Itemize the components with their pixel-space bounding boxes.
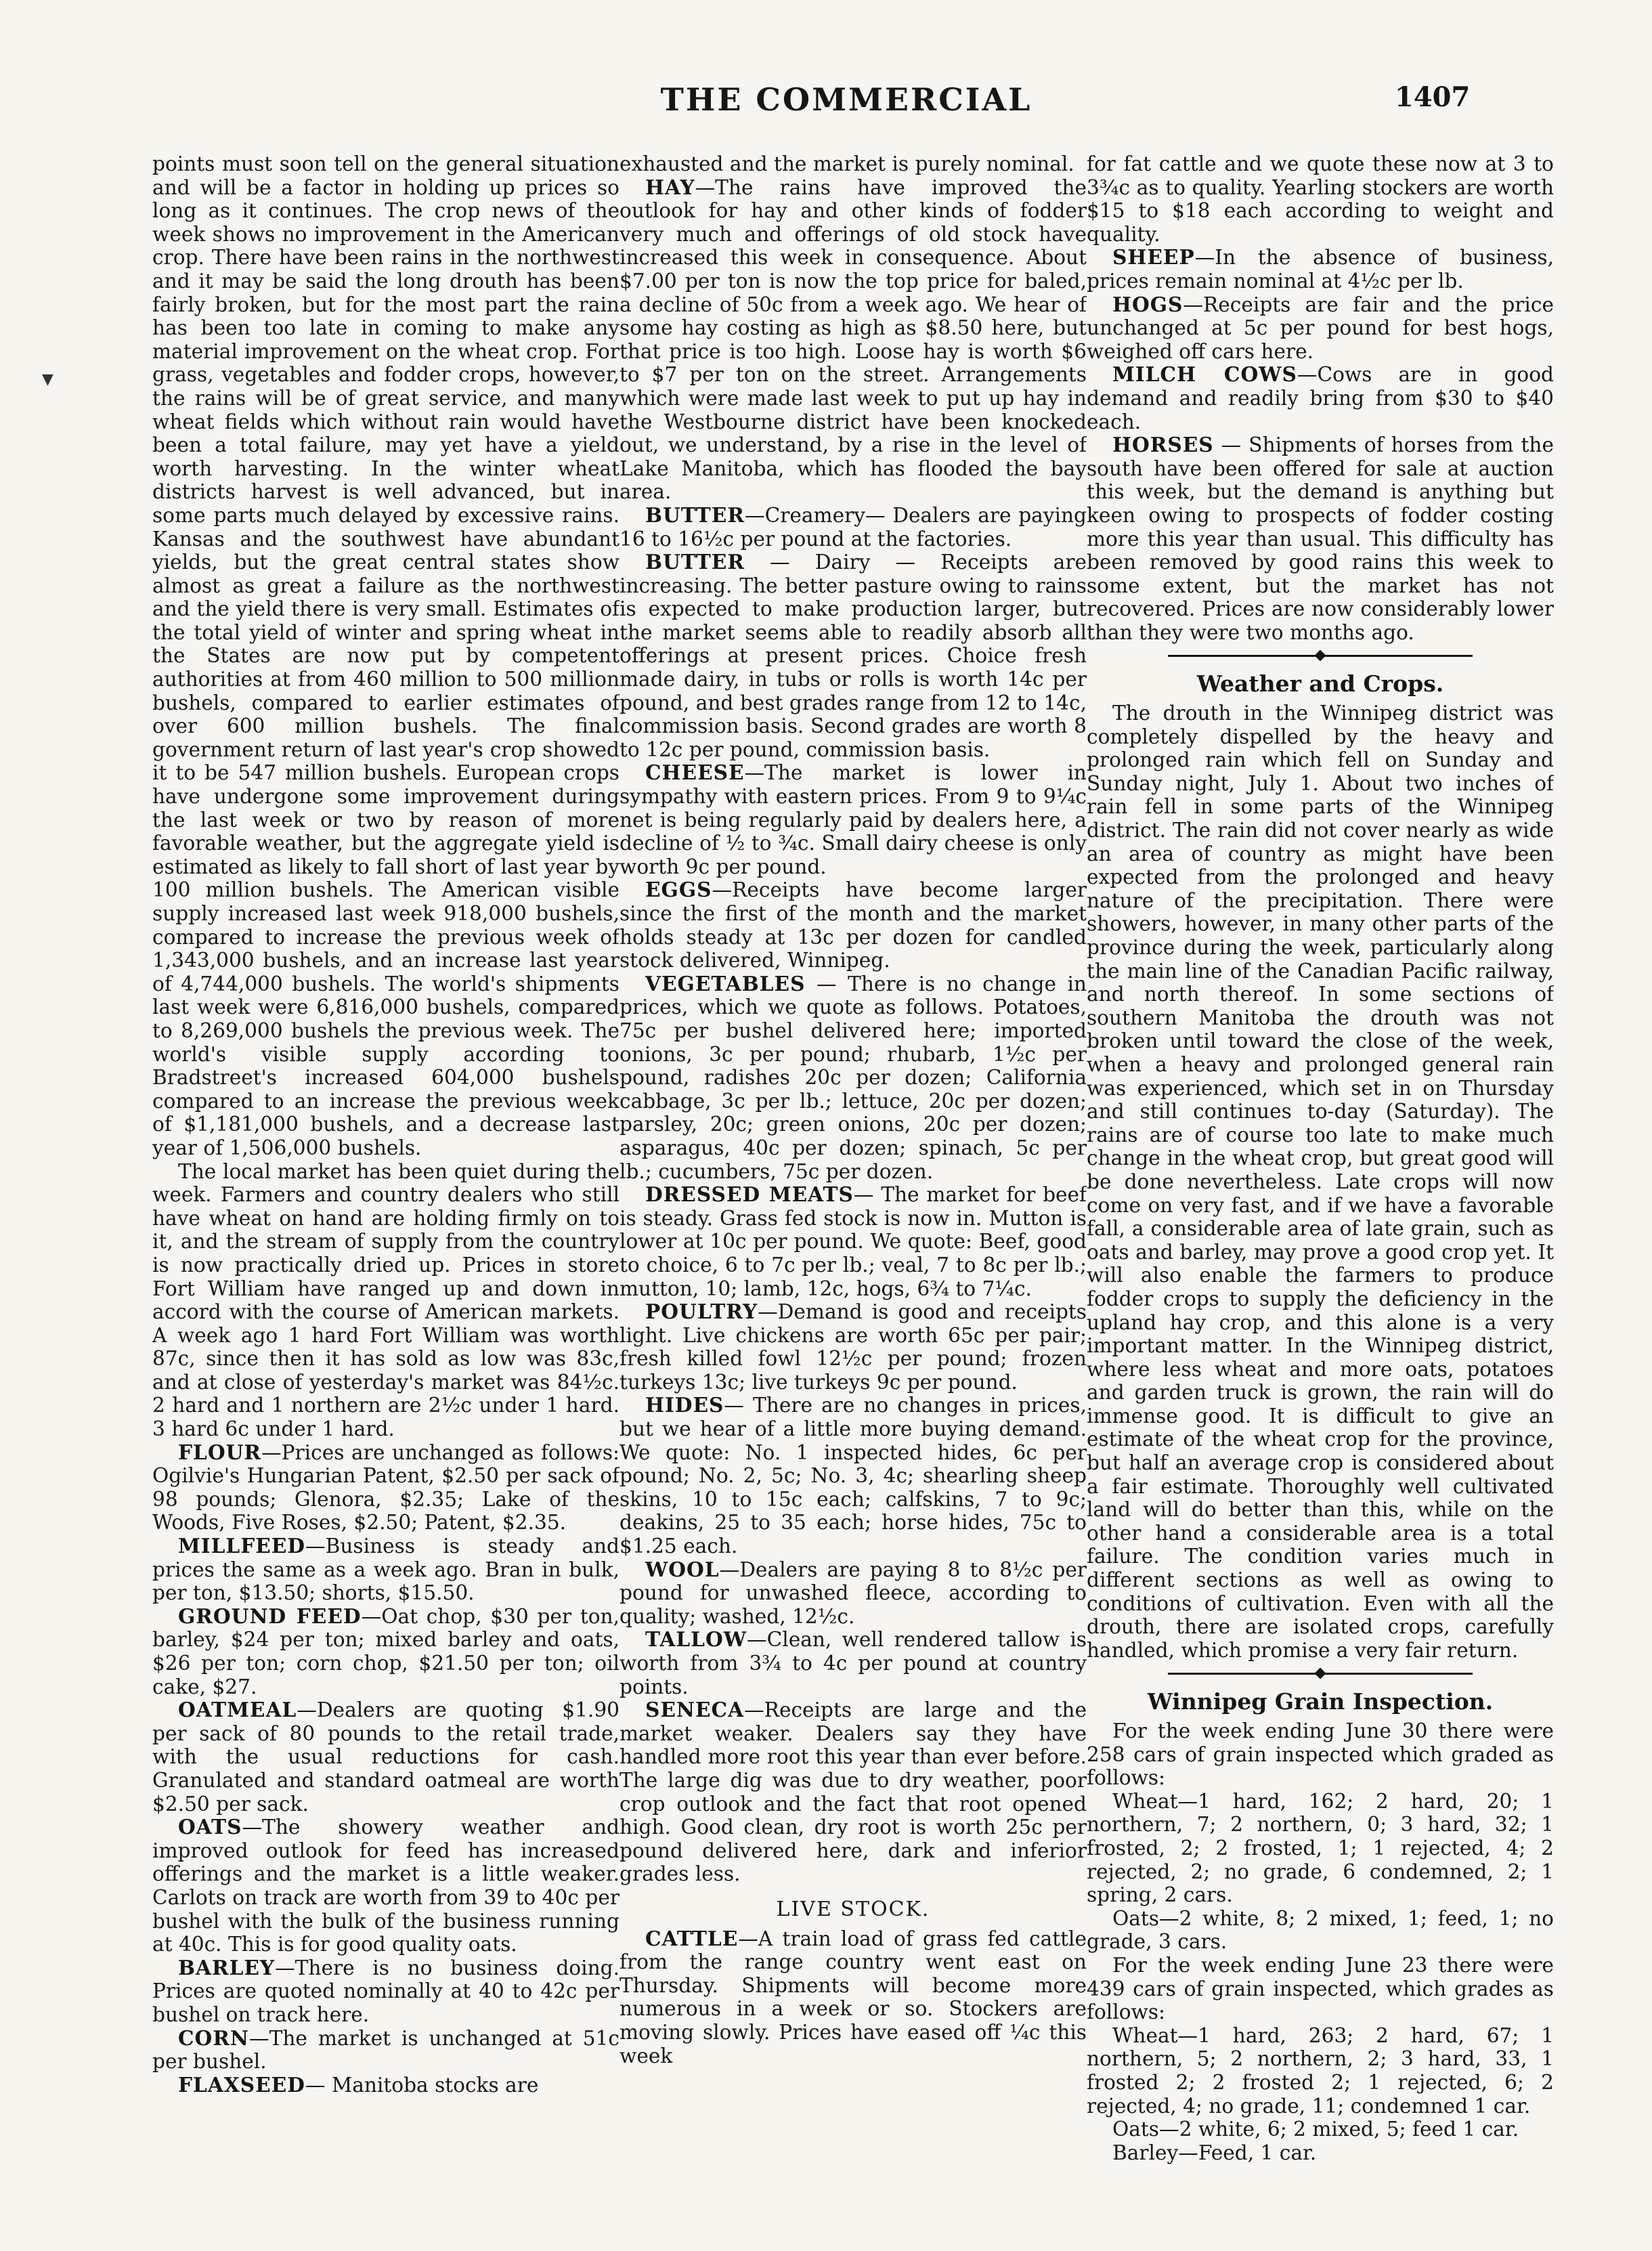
market-item-seneca xyxy=(620,1698,1087,1886)
item-heading: SHEEP xyxy=(1112,245,1195,270)
item-text: —Cows are in good demand and readily bring from $30 to $40 each. xyxy=(1087,363,1554,433)
item-heading: FLOUR xyxy=(178,1440,261,1464)
market-item-oats xyxy=(152,1816,620,1956)
market-item-hogs xyxy=(1087,293,1554,364)
item-heading: WOOL xyxy=(645,1557,720,1581)
item-heading: CHEESE xyxy=(645,760,745,785)
item-text: —In the absence of business, prices remain nominal at 4½c per lb. xyxy=(1087,246,1554,293)
section-heading-weather: Weather and Crops. xyxy=(1196,670,1444,698)
article-paragraph: exhausted and the market is purely nominal. xyxy=(620,152,1074,175)
item-heading: GROUND FEED xyxy=(178,1604,362,1628)
item-text: —Receipts have become larger since the first of the month and the market holds steady at 13c per dozen for candled stock delivered, Winnipeg. xyxy=(620,878,1087,972)
article-paragraph: Wheat—1 hard, 162; 2 hard, 20; 1 northern, 7; 2 northern, 0; 3 hard, 32; 1 frosted, 2; 2 frosted, 1; 1 rejected, 4; 2 rejected, 2; no grade, 6 condemned, 2; 1 spring, 2 cars. xyxy=(1087,1789,1554,1907)
article-paragraph: The local market has been quiet during the week. Farmers and country dealers who still have wheat on hand are holding firmly on to it, and the stream of supply from the country is now practically dried up. Prices in store Fort William have ranged up and down in accord with the course of American markets. A week ago 1 hard Fort William was worth 87c, since then it has sold as low was 83c, and at close of yesterday's market was 84½c. 2 hard and 1 northern are 2½c under 1 hard. 3 hard 6c under 1 hard. xyxy=(152,1159,620,1441)
item-text: — There are no changes in prices, but we hear of a little more buying demand. We quote: No. 1 inspected hides, 6c per pound; No. 2, 5c; No. 3, 4c; shearling sheep skins, 10 to 15c each; calfskins, 7 to 9c; deakins, 25 to 35 each; horse hides, 75c to $1.25 each. xyxy=(620,1394,1087,1558)
item-text: —The market is lower in sympathy with eastern prices. From 9 to 9¼c net is being regularly paid by dealers here, a decline of ½ to ¾c. Small dairy cheese is only worth 9c per pound. xyxy=(620,761,1087,878)
item-heading: EGGS xyxy=(645,878,712,902)
item-heading: HIDES xyxy=(645,1393,724,1417)
item-text: —A train load of grass fed cattle from the range country went east on Thursday. Shipments will become more numerous in a week or so. Stockers are moving slowly. Prices have eased off ¼c this week xyxy=(620,1927,1087,2067)
market-item-millfeed xyxy=(152,1535,620,1605)
item-text: — There is no change in prices, which we quote as follows. Potatoes, 75c per bushel delivered here; imported onions, 3c per pound; rhubarb, 1½c per pound, radishes 20c per dozen; California cabbage, 3c per lb.; lettuce, 20c per dozen; parsley, 20c; green onions, 20c per dozen; asparagus, 40c per dozen; spinach, 5c per lb.; cucumbers, 75c per dozen. xyxy=(620,972,1087,1183)
column-3 xyxy=(1087,152,1554,2225)
margin-mark: ▼ xyxy=(42,371,53,388)
item-heading: DRESSED MEATS xyxy=(645,1182,854,1207)
item-heading: OATS xyxy=(178,1815,242,1839)
masthead xyxy=(0,81,1652,129)
article-paragraph: Barley—Feed, 1 car. xyxy=(1112,2141,1317,2164)
market-item-vegetables xyxy=(620,972,1087,1183)
item-heading: SENECA xyxy=(645,1698,745,1722)
market-item-corn xyxy=(152,2027,620,2074)
article-paragraph: Wheat—1 hard, 263; 2 hard, 67; 1 northern, 5; 2 northern, 2; 3 hard, 33, 1 frosted 2; 2 frosted 2; 1 rejected, 6; 2 rejected, 4; no grade, 11; condemned 1 car. xyxy=(1087,2023,1554,2118)
column-1 xyxy=(152,152,620,2225)
item-heading: MILLFEED xyxy=(178,1534,306,1558)
column-2 xyxy=(620,152,1087,2225)
market-item-flaxseed xyxy=(152,2074,620,2097)
page-title: THE COMMERCIAL xyxy=(660,81,1032,118)
item-heading: FLAXSEED xyxy=(178,2072,305,2097)
item-heading: HAY xyxy=(645,175,695,199)
item-heading: POULTRY xyxy=(645,1300,758,1324)
article-paragraph: for fat cattle and we quote these now at 3 to 3¾c as to quality. Yearling stockers are worth $15 to $18 each according to weight and quality. xyxy=(1087,152,1554,246)
market-item-hides xyxy=(620,1394,1087,1558)
item-text: —The market is unchanged at 51c per bushel. xyxy=(152,2026,620,2074)
item-heading: HOGS xyxy=(1112,292,1183,316)
item-text: —Prices are unchanged as follows: Ogilvie's Hungarian Patent, $2.50 per sack of 98 pounds; Glenora, $2.35; Lake of the Woods, Five Roses, $2.50; Patent, $2.35. xyxy=(152,1440,620,1535)
article-paragraph: Oats—2 white, 6; 2 mixed, 5; feed 1 car. xyxy=(1112,2118,1519,2141)
market-item-dressed-meats xyxy=(620,1183,1087,1300)
article-paragraph: For the week ending June 30 there were 258 cars of grain inspected which graded as follows: xyxy=(1087,1719,1554,1790)
item-text: —There is no business doing. Prices are quoted nominally at 40 to 42c per bushel on track here. xyxy=(152,1956,620,2026)
item-text: —Dealers are quoting $1.90 per sack of 80 pounds to the retail trade, with the usual reductions for cash. Granulated and standard oatmeal are worth $2.50 per sack. xyxy=(152,1698,620,1816)
article-paragraph: points must soon tell on the general situation and will be a factor in holding up prices so long as it continues. The crop news of the week shows no improvement in the American crop. There have been rains in the northwest and it may be said the long drouth has been fairly broken, but for the most part the rain has been too late in coming to make any material improvement on the wheat crop. For grass, vegetables and fodder crops, however, the rains will be of great service, and many wheat fields which without rain would have been a total failure, may yet have a yield worth harvesting. In the winter wheat districts harvest is well advanced, but in some parts much delayed by excessive rains. Kansas and the southwest have abundant yields, but the great central states show almost as great a failure as the northwest and the yield there is very small. Estimates of the total yield of winter and spring wheat in the States are now put by competent authorities at from 460 million to 500 million bushels, compared to earlier estimates of over 600 million bushels. The final government return of last year's crop showed it to be 547 million bushels. European crops have undergone some improvement during the last week or two by reason of more favorable weather, but the aggregate yield is estimated as likely to fall short of last year by 100 million bushels. The American visible supply increased last week 918,000 bushels, compared to increase the previous week of 1,343,000 bushels, and an increase last year of 4,744,000 bushels. The world's shipments last week were 6,816,000 bushels, compared to 8,269,000 bushels the previous week. The world's visible supply according to Bradstreet's increased 604,000 bushels compared to an increase the previous week of $1,181,000 bushels, and a decrease last year of 1,506,000 bushels. xyxy=(152,152,620,1159)
item-text: —Demand is good and receipts light. Live chickens are worth 65c per pair; fresh killed fowl 12½c per pound; frozen turkeys 13c; live turkeys 9c per pound. xyxy=(620,1300,1087,1394)
market-item-sheep xyxy=(1087,246,1554,293)
market-item-hay xyxy=(620,176,1087,504)
item-text: —Business is steady and prices the same as a week ago. Bran in bulk, per ton, $13.50; shorts, $15.50. xyxy=(152,1535,620,1605)
market-item-tallow xyxy=(620,1628,1087,1698)
item-heading: BUTTER xyxy=(645,550,745,574)
item-text: — Dairy — Receipts are increasing. The better pasture owing to rains is expected to make production larger, but the market seems able to readily absorb all offerings at present prices. Choice fresh made dairy, in tubs or rolls is worth 14c per pound, and best grades range from 12 to 14c, commission basis. Second grades are worth 8 to 12c per pound, commission basis. xyxy=(620,551,1087,761)
market-item-oatmeal xyxy=(152,1698,620,1816)
item-text: —Clean, well rendered tallow is worth from 3¾ to 4c per pound at country points. xyxy=(620,1628,1087,1698)
market-item-flour xyxy=(152,1441,620,1535)
market-item-ground-feed xyxy=(152,1605,620,1698)
market-item-cheese xyxy=(620,761,1087,878)
item-text: — Manitoba stocks are xyxy=(305,2073,539,2097)
market-item-butter-creamery xyxy=(620,504,1087,551)
section-divider xyxy=(1168,1667,1473,1679)
item-heading: CORN xyxy=(178,2025,249,2050)
item-heading: OATMEAL xyxy=(178,1698,297,1722)
market-item-horses xyxy=(1087,433,1554,644)
item-text: —Receipts are fair and the price unchanged at 5c per pound for best hogs, weighed off cars here. xyxy=(1087,293,1554,363)
item-text: —The rains have improved the outlook for hay and other kinds of fodder very much and offerings of old stock have increased this week in consequence. About $7.00 per ton is now the top price for baled, a decline of 50c from a week ago. We hear of some hay costing as high as $8.50 here, but that price is too high. Loose hay is worth $6 to $7 per ton on the street. Arrangements which were made last week to put up hay in the Westbourne district have been knocked out, we understand, by a rise in the level of Lake Manitoba, which has flooded the bay area. xyxy=(620,175,1087,504)
section-heading-live-stock: LIVE STOCK. xyxy=(776,1897,930,1921)
market-item-barley xyxy=(152,1956,620,2027)
page-number: 1407 xyxy=(1395,81,1471,113)
item-text: —Oat chop, $30 per ton, barley, $24 per ton; mixed barley and oats, $26 per ton; corn chop, $21.50 per ton; oil cake, $27. xyxy=(152,1604,620,1698)
article-paragraph: For the week ending June 23 there were 439 cars of grain inspected, which grades as follows: xyxy=(1087,1953,1554,2024)
market-item-butter-dairy xyxy=(620,551,1087,761)
item-heading: BARLEY xyxy=(178,1955,276,1979)
item-text: —Receipts are large and the market weaker. Dealers say they have handled more root this year than ever before. The large dig was due to dry weather, poor crop outlook and the fact that root opened high. Good clean, dry root is worth 25c per pound delivered here, dark and inferior grades less. xyxy=(620,1698,1087,1886)
section-divider xyxy=(1168,649,1473,662)
article-paragraph: The drouth in the Winnipeg district was completely dispelled by the heavy and prolonged rain which fell on Sunday and Sunday night, July 1. About two inches of rain fell in some parts of the Winnipeg district. The rain did not cover nearly as wide an area of country as might have been expected from the prolonged and heavy nature of the precipitation. There were showers, however, in many other parts of the province during the week, particularly along the main line of the Canadian Pacific railway, and north thereof. In some sections of southern Manitoba the drouth was not broken until toward the close of the week, when a heavy and prolonged general rain was experienced, which set in on Thursday and still continues to-day (Saturday). The rains are of course too late to make much change in the wheat crop, but great good will be done nevertheless. Late crops will now come on very fast, and if we have a favorable fall, a considerable area of late grain, such as oats and barley, may prove a good crop yet. It will also enable the farmers to produce fodder crops to supply the deficiency in the upland hay crop, and this alone is a very important matter. In the Winnipeg district, where less wheat and more oats, potatoes and garden truck is grown, the rain will do immense good. It is difficult to give an estimate of the wheat crop for the province, but half an average crop is considered about a fair estimate. Thoroughly well cultivated land will do better than this, while on the other hand a considerable area is a total failure. The condition varies much in different sections as well as owing to conditions of cultivation. Even with all the drouth, there are isolated crops, carefully handled, which promise a very fair return. xyxy=(1087,702,1554,1662)
item-heading: VEGETABLES xyxy=(645,971,806,995)
article-paragraph: Oats—2 white, 8; 2 mixed, 1; feed, 1; no grade, 3 cars. xyxy=(1087,1906,1554,1954)
market-item-milch-cows xyxy=(1087,363,1554,433)
item-heading: MILCH COWS xyxy=(1112,362,1297,387)
market-item-eggs xyxy=(620,878,1087,972)
item-heading: TALLOW xyxy=(645,1627,747,1652)
item-text: — The market for beef is steady. Grass fed stock is now in. Mutton is lower at 10c per pound. We quote: Beef, good to choice, 6 to 7c per lb.; veal, 7 to 8c per lb.; mutton, 10; lamb, 12c, hogs, 6¾ to 7¼c. xyxy=(620,1183,1087,1300)
section-heading-grain-inspection: Winnipeg Grain Inspection. xyxy=(1147,1688,1494,1715)
market-item-wool xyxy=(620,1558,1087,1629)
item-text: —The showery weather and improved outlook for feed has increased offerings and the market is a little weaker. Carlots on track are worth from 39 to 40c per bushel with the bulk of the business running at 40c. This is for good quality oats. xyxy=(152,1816,620,1956)
market-item-cattle xyxy=(620,1927,1087,2068)
item-text: —Dealers are paying 8 to 8½c per pound for unwashed fleece, according to quality; washed, 12½c. xyxy=(620,1558,1087,1628)
item-heading: BUTTER xyxy=(645,502,745,527)
item-text: —Creamery— Dealers are paying 16 to 16½c per pound at the factories. xyxy=(620,503,1087,551)
market-item-poultry xyxy=(620,1300,1087,1394)
item-heading: CATTLE xyxy=(645,1926,739,1950)
item-text: — Shipments of horses from the south have been offered for sale at auction this week, but the demand is anything but keen owing to prospects of fodder costing more this year than usual. This difficulty has been removed by good rains this week to some extent, but the market has not recovered. Prices are now considerably lower than they were two months ago. xyxy=(1087,433,1554,644)
item-heading: HORSES xyxy=(1112,433,1214,457)
